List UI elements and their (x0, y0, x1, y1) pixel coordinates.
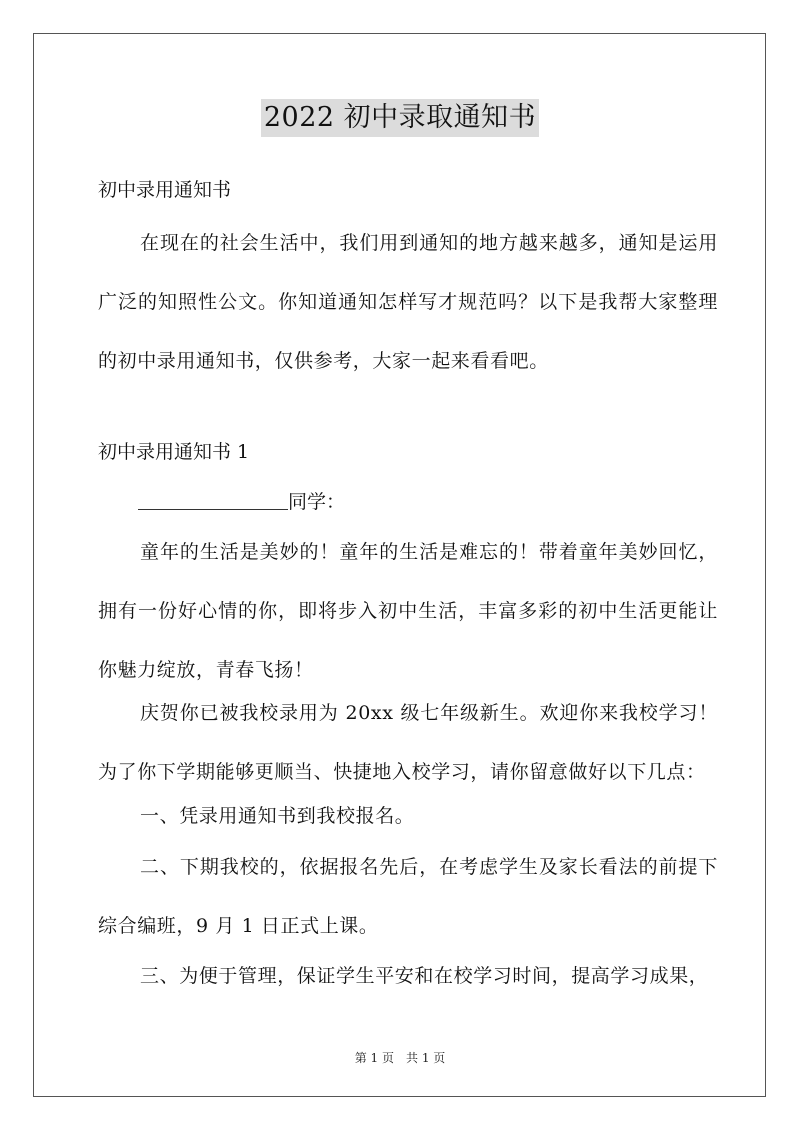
salutation-line (138, 489, 345, 515)
salutation-text: 同学： (288, 491, 346, 513)
paragraph-3: 一、凭录用通知书到我校报名。 (140, 805, 415, 827)
paragraph-1: 童年的生活是美妙的！童年的生活是难忘的！带着童年美妙回忆，拥有一份好心情的你，即将步入初中生活，丰富多彩的初中生活更能让你魅力绽放，青春飞扬！ (98, 541, 718, 681)
name-blank (138, 489, 288, 510)
title-container (0, 99, 800, 137)
paragraph-4: 二、下期我校的，依据报名先后，在考虑学生及家长看法的前提下综合编班，9 月 1 日正式上课。 (98, 856, 718, 937)
intro-paragraph: 在现在的社会生活中，我们用到通知的地方越来越多，通知是运用广泛的知照性公文。你知道通知怎样写才规范吗？以下是我帮大家整理的初中录用通知书，仅供参考，大家一起来看看吧。 (98, 232, 718, 372)
document-subtitle: 初中录用通知书 (98, 179, 232, 201)
page-footer: 第 1 页 共 1 页 (354, 1051, 446, 1065)
section-heading: 初中录用通知书 1 (98, 441, 250, 463)
paragraph-2: 庆贺你已被我校录用为 20xx 级七年级新生。欢迎你来我校学习！为了你下学期能够更顺当、快捷地入校学习，请你留意做好以下几点： (98, 702, 718, 783)
paragraph-5: 三、为便于管理，保证学生平安和在校学习时间，提高学习成果， (140, 965, 709, 987)
document-title: 2022 初中录取通知书 (261, 99, 539, 137)
